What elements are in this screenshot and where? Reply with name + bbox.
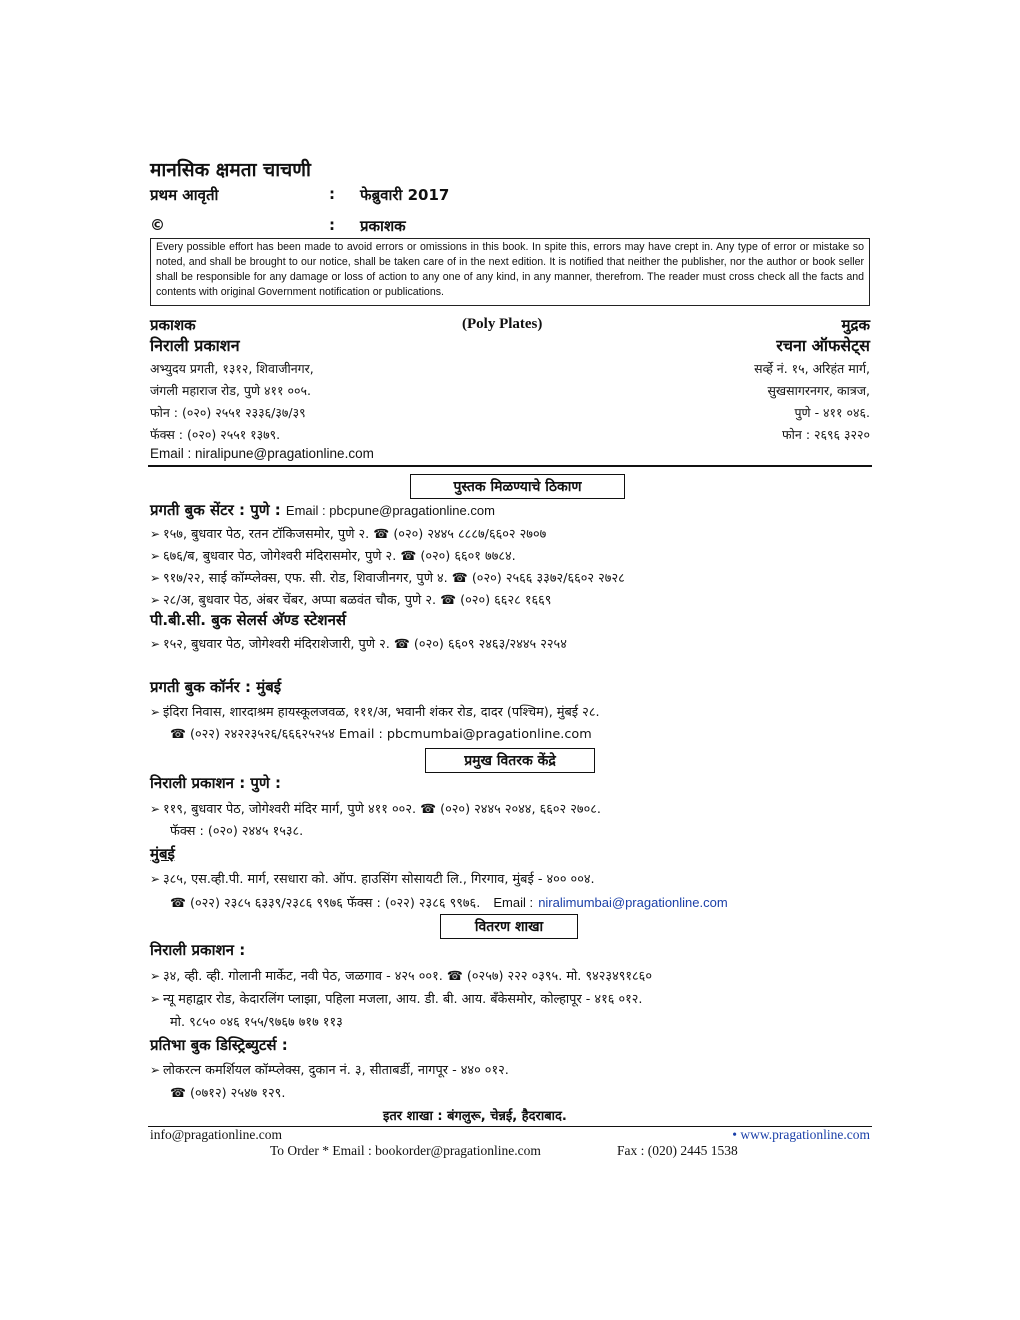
arrow-bullet-icon: ➢ [150,549,161,563]
list-item: ➢ ६७६/ब, बुधवार पेठ, जोगेश्वरी मंदिरासमोर, पुणे २. ☎ (०२०) ६६०१ ७७८४. [150,549,516,564]
list-item: ➢ इंदिरा निवास, शारदाश्रम हायस्कूलजवळ, १११/अ, भवानी शंकर रोड, दादर (पश्चिम), मुंबई २८. [150,705,600,720]
list-item: ➢ न्यू महाद्वार रोड, केदारलिंग प्लाझा, पहिला मजला, आय. डी. बी. आय. बँकेसमोर, कोल्हापूर - ४१६ ०१२. [150,992,643,1007]
arrow-bullet-icon: ➢ [150,571,161,585]
publisher-address-line: जंगली महाराज रोड, पुणे ४११ ००५. [150,383,311,398]
list-item: ➢ ९१७/२२, साई कॉम्प्लेक्स, एफ. सी. रोड, शिवाजीनगर, पुणे ४. ☎ (०२०) २५६६ ३३७२/६६०२ २७२८ [150,571,625,586]
pragati-mumbai-contact: ☎ (०२२) २४२२३५२६/६६६२५२५४ Email : pbcmumbai@pragationline.com [170,727,592,742]
section-box-where-to-get-books: पुस्तक मिळण्याचे ठिकाण [410,474,625,499]
arrow-bullet-icon: ➢ [150,872,161,886]
arrow-bullet-icon: ➢ [150,992,161,1006]
copyright-colon: : [329,216,335,234]
mumbai-email-label: Email : [493,895,534,910]
nirali-pune-fax: फॅक्स : (०२०) २४४५ १५३८. [170,824,304,839]
arrow-bullet-icon: ➢ [150,637,161,651]
printer-address-line: पुणे - ४११ ०४६. [794,405,870,420]
section-box-main-distributors: प्रमुख वितरक केंद्रे [425,748,595,773]
nirali-pune-heading: निराली प्रकाशन : पुणे : [150,774,282,792]
publisher-name: निराली प्रकाशन [150,336,240,355]
mumbai-contact-row [170,892,728,911]
list-item: ➢ १५२, बुधवार पेठ, जोगेश्वरी मंदिराशेजारी, पुणे २. ☎ (०२०) ६६०९ २४६३/२४४५ २२५४ [150,637,567,652]
printer-name: रचना ऑफसेट्स [776,336,870,355]
arrow-bullet-icon: ➢ [150,969,161,983]
arrow-bullet-icon: ➢ [150,705,161,719]
footer-fax: Fax : (020) 2445 1538 [617,1143,738,1158]
edition-value: फेब्रुवारी 2017 [360,186,450,204]
list-item: ➢ ३८५, एस.व्ही.पी. मार्ग, रसधारा को. ऑप. हाउसिंग सोसायटी लि., गिरगाव, मुंबई - ४०० ००४. [150,872,595,887]
list-item: ➢ ११९, बुधवार पेठ, जोगेश्वरी मंदिर मार्ग, पुणे ४११ ००२. ☎ (०२०) २४४५ २०४४, ६६०२ २७०८. [150,802,601,817]
copyright-value: प्रकाशक [360,217,406,235]
pragati-mumbai-heading: प्रगती बुक कॉर्नर : मुंबई [150,678,282,696]
poly-plates: (Poly Plates) [462,316,543,332]
publisher-address-line: अभ्युदय प्रगती, १३१२, शिवाजीनगर, [150,361,314,376]
arrow-bullet-icon: ➢ [150,527,161,541]
divider [148,465,872,467]
list-item: ➢ १५७, बुधवार पेठ, रतन टॉकिजसमोर, पुणे २. ☎ (०२०) २४४५ ८८८७/६६०२ २७०७ [150,527,547,542]
pratibha-heading: प्रतिभा बुक डिस्ट्रिब्युटर्स : [150,1036,288,1054]
publisher-label: प्रकाशक [150,316,196,334]
edition-colon: : [329,185,335,203]
arrow-bullet-icon: ➢ [150,802,161,816]
pratibha-phone: ☎ (०७१२) २५४७ १२९. [170,1086,286,1101]
nirali-branch-heading: निराली प्रकाशन : [150,941,246,959]
pragati-pune-heading-row [150,500,495,520]
list-item: ➢ २८/अ, बुधवार पेठ, अंबर चेंबर, अप्पा बळवंत चौक, पुणे २. ☎ (०२०) ६६२८ १६६९ [150,593,552,608]
footer-website-link[interactable]: • www.pragationline.com [732,1127,870,1142]
other-branches: इतर शाखा : बंगलुरू, चेन्नई, हैदराबाद. [383,1109,567,1124]
pbc-heading: पी.बी.सी. बुक सेलर्स अ‍ॅण्ड स्टेशनर्स [150,611,347,629]
mumbai-phone-fax: ☎ (०२२) २३८५ ६३३९/२३८६ ९९७६ फॅक्स : (०२२) २३८६ ९९७६. [170,896,481,911]
printer-address-line: सर्व्हे नं. १५, अरिहंत मार्ग, [754,361,870,376]
publisher-fax: फॅक्स : (०२०) २५५१ १३७९. [150,427,281,442]
book-title: मानसिक क्षमता चाचणी [150,159,311,181]
list-item: ➢ ३४, व्ही. व्ही. गोलानी मार्केट, नवी पेठ, जळगाव - ४२५ ००१. ☎ (०२५७) २२२ ०३९५. मो. ९४२३४९१८६० [150,969,652,984]
pragati-pune-email: Email : pbcpune@pragationline.com [285,503,495,518]
printer-label: मुद्रक [841,316,870,334]
printer-address-line: सुखसागरनगर, कात्रज, [767,383,870,398]
arrow-bullet-icon: ➢ [150,593,161,607]
publisher-phone: फोन : (०२०) २५५१ २३३६/३७/३९ [150,405,306,420]
copyright-symbol: © [150,216,165,234]
footer-info-email[interactable]: info@pragationline.com [150,1127,283,1142]
footer-order-email: To Order * Email : bookorder@pragationline.com [270,1143,541,1158]
section-box-distribution-branches: वितरण शाखा [440,914,578,939]
edition-label: प्रथम आवृती [150,186,219,204]
disclaimer-box: Every possible effort has been made to avoid errors or omissions in this book. In spite this, errors may have crept in. Any type of error or mistake so noted, and shall be brought to our notice, shall be taken care of in the next edition. It is notified that neither the publisher, nor the author or book seller shall be responsible for any damage or loss of action to any one of any kind, in any manner, therefrom. The reader must cross check all the facts and contents with original Government notification or publications. [150,238,870,306]
kolhapur-mobile: मो. ९८५० ०४६ १५५/९७६७ ७१७ ११३ [170,1015,343,1030]
mumbai-heading: मुंबई [150,845,175,863]
pragati-pune-heading: प्रगती बुक सेंटर : पुणे : [150,501,281,519]
printer-phone: फोन : २६९६ ३२२० [782,427,870,442]
arrow-bullet-icon: ➢ [150,1063,161,1077]
mumbai-email-link[interactable]: niralimumbai@pragationline.com [538,895,728,910]
list-item: ➢ लोकरत्न कमर्शियल कॉम्प्लेक्स, दुकान नं. ३, सीताबर्डी, नागपूर - ४४० ०१२. [150,1063,509,1078]
publisher-email: Email : niralipune@pragationline.com [150,446,374,461]
